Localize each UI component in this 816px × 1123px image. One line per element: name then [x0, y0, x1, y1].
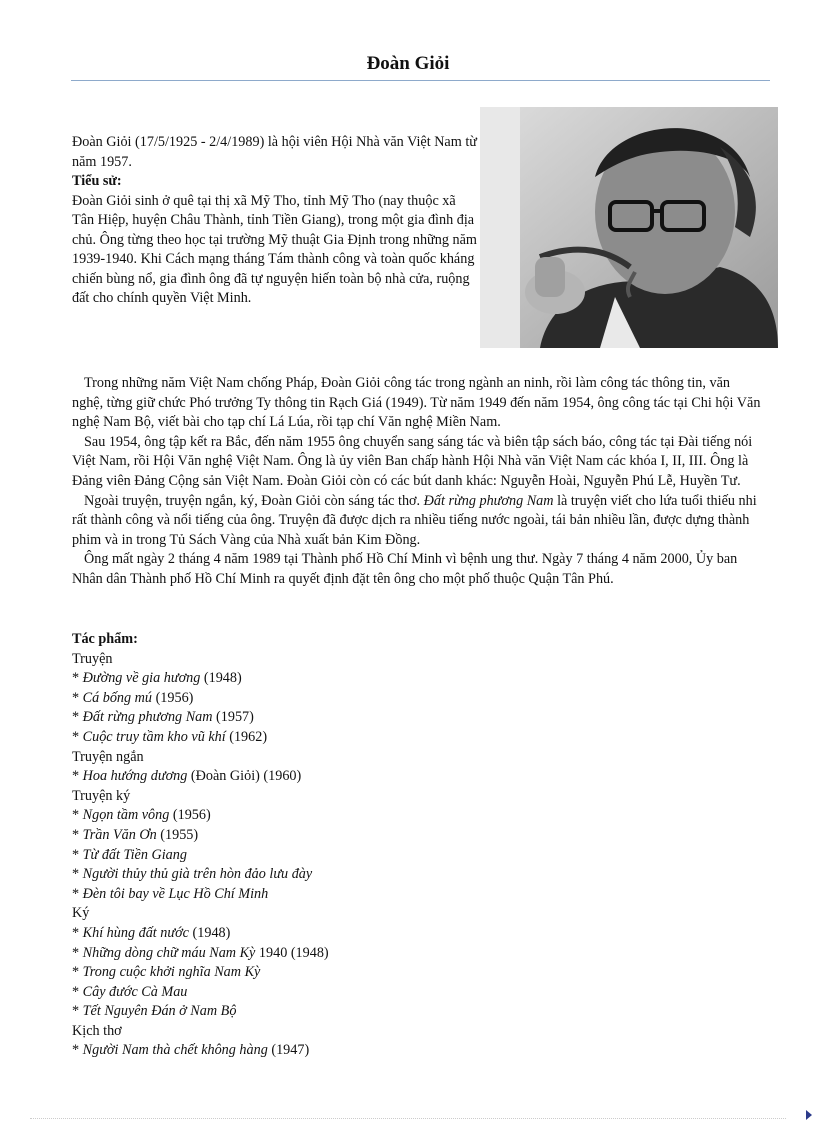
work-item: * Cá bống mú (1956) [72, 689, 194, 706]
work-item: * Trong cuộc khởi nghĩa Nam Kỳ [72, 964, 261, 981]
intro-section [72, 133, 477, 309]
work-year: (1947) [267, 1042, 310, 1059]
works-category: Ký [72, 905, 90, 922]
page-footer-line [30, 1118, 786, 1119]
paragraph-text: Ngoài truyện, truyện ngắn, ký, Đoàn Giỏi còn sáng tác thơ. [84, 492, 424, 509]
main-body [72, 374, 764, 590]
work-title: Cây đước Cà Mau [82, 983, 188, 1000]
paragraph-death: Ông mất ngày 2 tháng 4 năm 1989 tại Thành phố Hồ Chí Minh vì bệnh ung thư. Ngày 7 tháng 4 năm 2000, Ủy ban Nhân dân Thành phố Hồ Chí Minh ra quyết định đặt tên ông cho một phố thuộc Quận Tân Phú. [72, 551, 738, 587]
work-year: (1955) [156, 826, 199, 843]
intro-lead: Đoàn Giỏi (17/5/1925 - 2/4/1989) là hội viên Hội Nhà văn Việt Nam từ năm 1957. [72, 134, 477, 170]
page-marker-icon [806, 1110, 812, 1120]
bio-text: Đoàn Giỏi sinh ở quê tại thị xã Mỹ Tho, tỉnh Mỹ Tho (nay thuộc xã Tân Hiệp, huyện Châu Thành, tỉnh Tiền Giang), trong một gia đình địa chủ. Ông từng theo học tại trường Mỹ thuật Gia Định trong những năm 1939-1940. Khi Cách mạng tháng Tám thành công và toàn quốc kháng chiến bùng nổ, gia đình ông đã tự nguyện hiến toàn bộ nhà cửa, ruộng đất cho chính quyền Việt Minh. [72, 192, 477, 306]
work-year: (1956) [152, 689, 194, 706]
work-item: * Cây đước Cà Mau [72, 983, 188, 1000]
work-title: Cá bống mú [82, 689, 153, 706]
works-heading: Tác phẩm: [72, 631, 138, 647]
works-category: Truyện ngắn [72, 748, 144, 765]
works-category: Kịch thơ [72, 1022, 122, 1039]
work-item: * Người Nam thà chết không hàng (1947) [72, 1042, 310, 1059]
work-year: (1957) [212, 709, 254, 726]
work-year: (Đoàn Giỏi) (1960) [187, 768, 302, 785]
work-item: * Đất rừng phương Nam (1957) [72, 709, 254, 726]
work-year: (1948) [189, 924, 231, 941]
page-title: Đoàn Giỏi [366, 53, 450, 74]
work-year: (1962) [225, 728, 268, 745]
work-item: * Trần Văn Ơn (1955) [72, 826, 199, 843]
works-category: Truyện [72, 650, 113, 667]
work-item: * Cuộc truy tầm kho vũ khí (1962) [72, 728, 268, 745]
works-category: Truyện ký [72, 787, 131, 804]
work-title: Đường về gia hương [82, 670, 201, 687]
author-portrait [480, 107, 778, 348]
work-title: Ngọn tầm vông [82, 807, 170, 824]
work-year: 1940 (1948) [255, 944, 329, 961]
works-list [72, 650, 672, 1061]
work-item: * Đường về gia hương (1948) [72, 670, 242, 687]
work-item: * Đèn tôi bay về Lục Hồ Chí Minh [72, 885, 269, 902]
work-title: Đất rừng phương Nam [82, 709, 213, 726]
work-title: Trong cuộc khởi nghĩa Nam Kỳ [82, 964, 261, 981]
work-item: * Tết Nguyên Đán ở Nam Bộ [72, 1003, 237, 1020]
work-title: Tết Nguyên Đán ở Nam Bộ [82, 1003, 237, 1020]
work-year: (1956) [169, 807, 211, 824]
work-item: * Người thủy thủ già trên hòn đảo lưu đày [72, 866, 313, 883]
work-title: Khí hùng đất nước [82, 924, 189, 941]
work-item: * Từ đất Tiền Giang [72, 846, 187, 863]
work-item: * Hoa hướng dương (Đoàn Giỏi) (1960) [72, 768, 302, 785]
book-title: Đất rừng phương Nam [423, 492, 554, 509]
work-title: Đèn tôi bay về Lục Hồ Chí Minh [82, 885, 269, 902]
work-title: Những dòng chữ máu Nam Kỳ [82, 944, 256, 961]
work-item: * Những dòng chữ máu Nam Kỳ 1940 (1948) [72, 944, 329, 961]
title-divider [71, 80, 770, 81]
work-title: Hoa hướng dương [82, 768, 188, 785]
work-title: Cuộc truy tầm kho vũ khí [82, 728, 226, 745]
work-title: Người thủy thủ già trên hòn đảo lưu đày [82, 866, 313, 883]
paragraph-text: là truyện viết cho lứa tuổi thiếu nhi rất thành công và nổi tiếng của ông. Truyện đã được dịch ra nhiều tiếng nước ngoài, tái bản nhiều lần, được dựng thành phim và in trong Tủ Sách Vàng của Nhà xuất bản Kim Đồng. [72, 492, 757, 548]
work-item: * Ngọn tầm vông (1956) [72, 807, 211, 824]
paragraph-career: Trong những năm Việt Nam chống Pháp, Đoàn Giỏi công tác trong ngành an ninh, rồi làm công tác thông tin, văn nghệ, từng giữ chức Phó trưởng Ty thông tin Rạch Giá (1949). Từ năm 1949 đến năm 1954, ông công tác tại Chi hội Văn nghệ Nam Bộ, viết bài cho tạp chí Lá Lúa, rồi tạp chí Văn nghệ Miền Nam. [72, 375, 761, 431]
bio-heading: Tiểu sử: [72, 173, 122, 189]
paragraph-after-1954: Sau 1954, ông tập kết ra Bắc, đến năm 1955 ông chuyển sang sáng tác và biên tập sách báo, công tác tại Đài tiếng nói Việt Nam, rồi Hội Văn nghệ Việt Nam. Ông là ủy viên Ban chấp hành Hội Nhà văn Việt Nam các khóa I, II, III. Ông là Đảng viên Đảng Cộng sản Việt Nam. Đoàn Giỏi còn có các bút danh khác: Nguyễn Hoài, Nguyễn Phú Lễ, Huyền Tư. [72, 433, 753, 489]
work-title: Người Nam thà chết không hàng [82, 1042, 268, 1059]
work-year: (1948) [200, 670, 242, 687]
works-section [72, 630, 672, 1061]
work-item: * Khí hùng đất nước (1948) [72, 924, 231, 941]
work-title: Trần Văn Ơn [82, 826, 157, 843]
work-title: Từ đất Tiền Giang [82, 846, 187, 863]
paragraph-works-intro [72, 492, 764, 551]
